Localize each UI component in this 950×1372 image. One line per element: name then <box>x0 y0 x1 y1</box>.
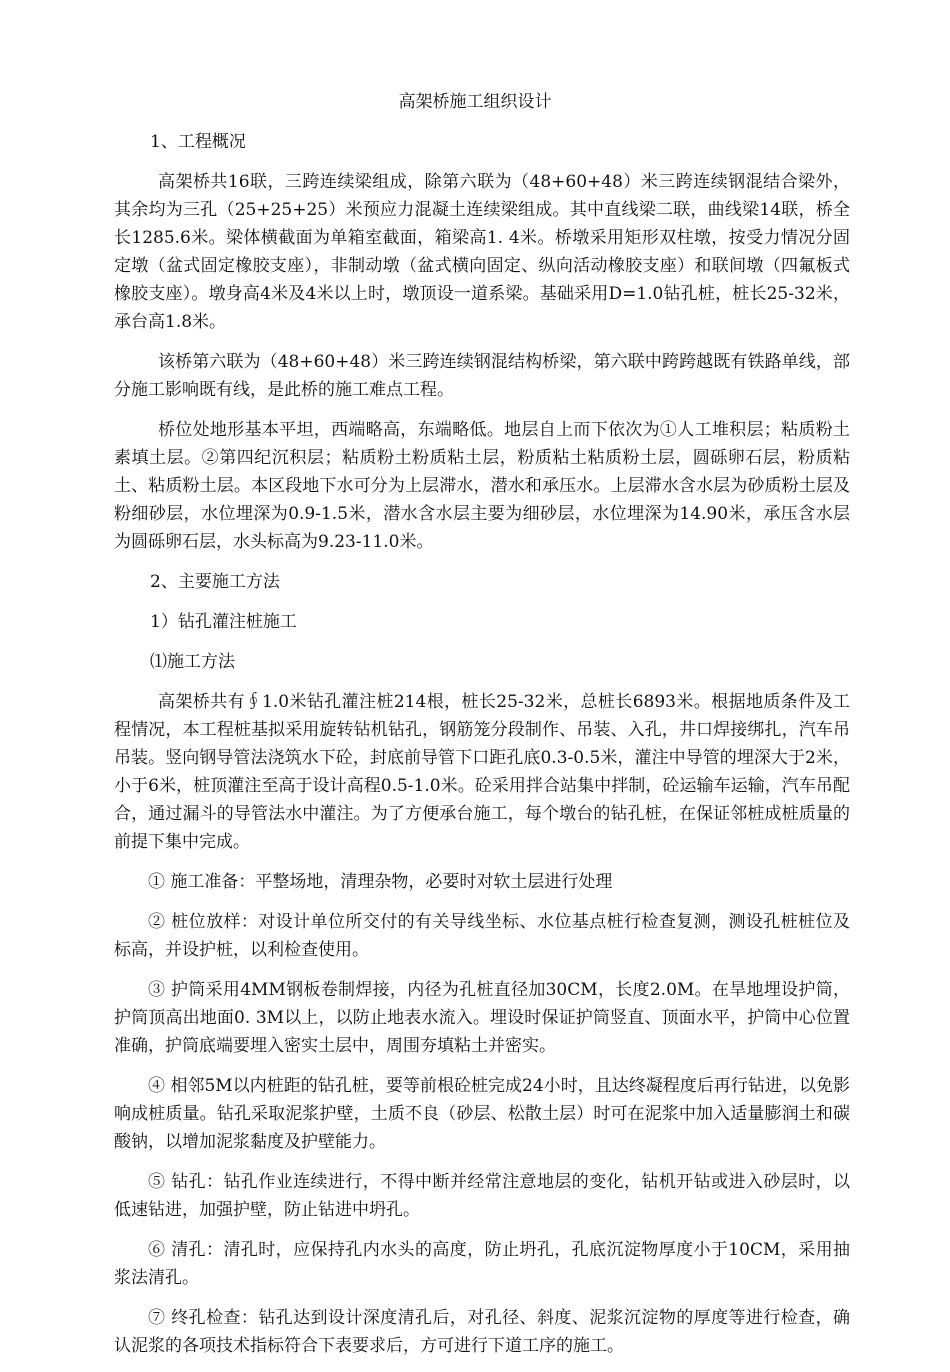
list-item-drilling: ⑤ 钻孔：钻孔作业连续进行，不得中断并经常注意地层的变化，钻机开钻或进入砂层时，以低速钻进，加强护壁，防止钻进中坍孔。 <box>114 1172 850 1220</box>
paragraph-geology: 桥位处地形基本平坦，西端略高，东端略低。地层自上而下依次为①人工堆积层；粘质粉土素填土层。②第四纪沉积层；粘质粉土粉质粘土层，粉质粘土粘质粉土层，圆砾卵石层，粉质粘土、粘质粉土层。本区段地下水可分为上层滞水，潜水和承压水。上层滞水含水层为砂质粉土层及粉细砂层，水位埋深为0.9-1.5米，潜水含水层主要为细砂层，水位埋深为14.90米，承压含水层为圆砾卵石层，水头标高为9.23-11.0米。 <box>114 420 850 552</box>
list-item-final-inspection: ⑦ 终孔检查：钻孔达到设计深度清孔后，对孔径、斜度、泥浆沉淀物的厚度等进行检查，确认泥浆的各项技术指标符合下表要求后，方可进行下道工序的施工。 <box>114 1308 850 1356</box>
document-title: 高架桥施工组织设计 <box>398 92 552 112</box>
list-item-adjacent-piles: ④ 相邻5M以内桩距的钻孔桩，要等前根砼桩完成24小时，且达终凝程度后再行钻进，以免影响成桩质量。钻孔采取泥浆护壁，土质不良（砂层、松散土层）时可在泥浆中加入适量膨润土和碳酸钠，以增加泥浆黏度及护壁能力。 <box>114 1076 850 1152</box>
list-item-preparation: ① 施工准备：平整场地，清理杂物，必要时对软土层进行处理 <box>148 872 613 892</box>
paragraph-bridge-overview: 高架桥共16联，三跨连续梁组成，除第六联为（48+60+48）米三跨连续钢混结合梁外，其余均为三孔（25+25+25）米预应力混凝土连续梁组成。其中直线梁二联，曲线梁14联，桥全长1285.6米。梁体横截面为单箱室截面，箱梁高1. 4米。桥墩采用矩形双柱墩，按受力情况分固定墩（盆式固定橡胶支座），非制动墩（盆式横向固定、纵向活动橡胶支座）和联间墩（四氟板式橡胶支座）。墩身高4米及4米以上时，墩顶设一道系梁。基础采用D=1.0钻孔桩，桩长25-32米，承台高1.8米。 <box>114 172 850 332</box>
subsection-heading-construction-method: ⑴施工方法 <box>150 652 235 672</box>
list-item-layout: ② 桩位放样：对设计单位所交付的有关导线坐标、水位基点桩行检查复测，测设孔桩桩位及标高，并设护桩，以利检查使用。 <box>114 912 850 960</box>
section-heading-overview: 1、工程概况 <box>150 132 246 152</box>
list-item-cleaning: ⑥ 清孔：清孔时，应保持孔内水头的高度，防止坍孔，孔底沉淀物厚度小于10CM，采用抽浆法清孔。 <box>114 1240 850 1288</box>
list-item-casing: ③ 护筒采用4MM钢板卷制焊接，内径为孔桩直径加30CM，长度2.0M。在旱地埋设护筒，护筒顶高出地面0. 3M以上，以防止地表水流入。埋设时保证护筒竖直、顶面水平，护筒中心位置准确，护筒底端要埋入密实土层中，周围夯填粘土并密实。 <box>114 980 850 1056</box>
paragraph-sixth-span: 该桥第六联为（48+60+48）米三跨连续钢混结构桥梁，第六联中跨跨越既有铁路单线，部分施工影响既有线，是此桥的施工难点工程。 <box>114 352 850 400</box>
subsection-heading-bored-piles: 1）钻孔灌注桩施工 <box>150 612 297 632</box>
document-body <box>114 128 850 1372</box>
section-heading-methods: 2、主要施工方法 <box>150 572 280 592</box>
paragraph-pile-method: 高架桥共有∮1.0米钻孔灌注桩214根，桩长25-32米，总桩长6893米。根据地质条件及工程情况，本工程桩基拟采用旋转钻机钻孔，钢筋笼分段制作、吊装、入孔，井口焊接绑扎，汽车吊吊装。竖向钢导管法浇筑水下砼，封底前导管下口距孔底0.3-0.5米，灌注中导管的埋深大于2米，小于6米，桩顶灌注至高于设计高程0.5-1.0米。砼采用拌合站集中拌制，砼运输车运输，汽车吊配合，通过漏斗的导管法水中灌注。为了方便承台施工，每个墩台的钻孔桩，在保证邻桩成桩质量的前提下集中完成。 <box>114 692 850 852</box>
